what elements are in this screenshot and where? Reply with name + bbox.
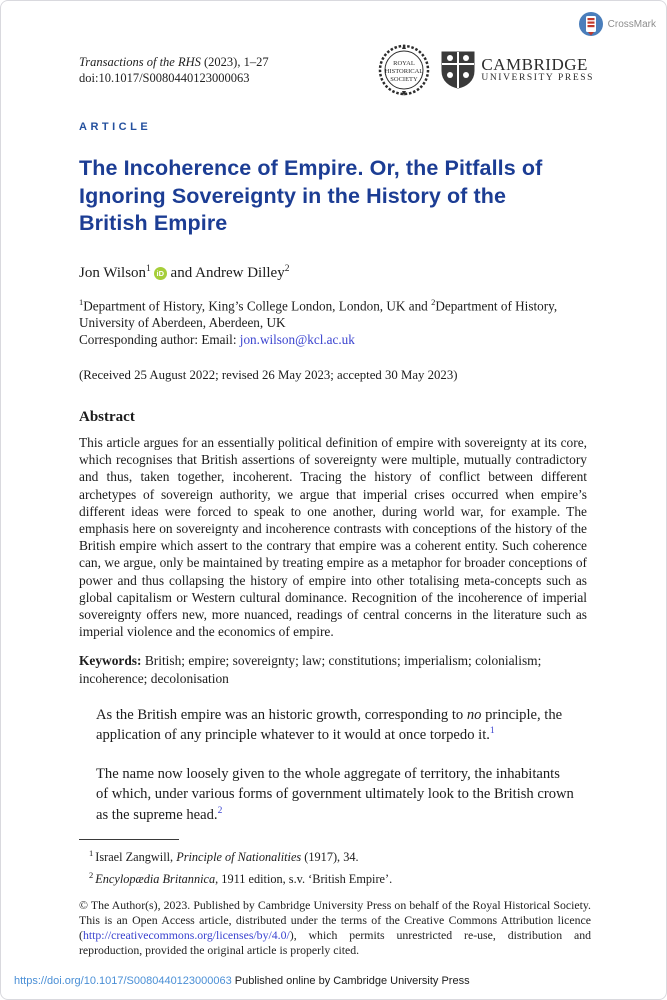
footnote-2-text-end: , 1911 edition, s.v. ‘British Empire’. — [215, 872, 393, 887]
quote-2-text: The name now loosely given to the whole aggregate of territory, the inhabitants of which, under various forms of government ultimately look to the British crown as the supreme head. — [96, 765, 574, 823]
footnote-marker-1[interactable]: 1 — [489, 726, 495, 737]
svg-text:SOCIETY: SOCIETY — [390, 76, 419, 83]
crossmark-label: CrossMark — [607, 18, 656, 30]
author-2: and Andrew Dilley — [166, 264, 285, 281]
copyright-text: © The Author(s), 2023. Published by Cambridge University Press on behalf of the Royal Historical Society. This is an Open Access article, distributed under the terms of the Creative Commons Attribution licence ( — [79, 898, 591, 943]
corresponding-author-line — [79, 331, 584, 348]
authors-line — [79, 264, 588, 282]
keywords-label: Keywords: — [79, 653, 142, 669]
journal-info — [79, 51, 269, 86]
footnote-marker-2[interactable]: 2 — [217, 805, 223, 816]
publisher-logos — [377, 43, 594, 97]
footnote-1-work-title: Principle of Nationalities — [176, 850, 302, 865]
page-title: The Incoherence of Empire. Or, the Pitfalls of Ignoring Sovereignty in the History of the British Empire — [79, 156, 543, 235]
quote-1-emphasis: no — [466, 706, 482, 723]
copyright-text-end: ), which permits unrestricted re-use, distribution and reproduction, provided the original article is properly cited. — [79, 928, 591, 957]
affiliation-1: Department of History, King’s College London, London, UK and — [83, 297, 432, 313]
footnote-1-marker: 1 — [89, 848, 94, 859]
cup-name: CAMBRIDGE — [481, 55, 588, 74]
royal-historical-society-seal-icon — [377, 43, 431, 97]
affiliations — [79, 294, 584, 348]
author-2-affiliation-marker: 2 — [284, 263, 290, 274]
footnote-1-text: Israel Zangwill, — [95, 850, 177, 865]
author-1-affiliation-marker: 1 — [146, 263, 151, 274]
svg-text:HISTORICAL: HISTORICAL — [385, 68, 424, 75]
footnotes — [79, 844, 588, 888]
footnote-2-marker: 2 — [89, 870, 94, 881]
journal-name: Transactions of the RHS — [79, 55, 201, 69]
received-dates: (Received 25 August 2022; revised 26 May 2023; accepted 30 May 2023) — [79, 367, 458, 382]
cup-subtitle: UNIVERSITY PRESS — [481, 73, 594, 83]
author-1: Jon Wilson — [79, 264, 147, 281]
doi-line: doi:10.1017/S0080440123000063 — [79, 70, 250, 85]
keywords-list: British; empire; sovereignty; law; constitutions; imperialism; colonialism; incoherence; decolonisation — [79, 653, 542, 686]
svg-text:ROYAL: ROYAL — [393, 60, 416, 67]
footnote-1-text-end: (1917), 34. — [301, 850, 359, 865]
corresponding-author-label: Corresponding author: Email: — [79, 331, 240, 347]
footnote-1 — [79, 844, 588, 866]
cambridge-shield-icon — [441, 51, 475, 89]
abstract-heading: Abstract — [79, 408, 135, 425]
affiliation-2-marker: 2 — [431, 296, 436, 307]
crossmark-badge[interactable] — [578, 11, 656, 37]
affiliation-2: Department of History, University of Aberdeen, Aberdeen, UK — [79, 297, 558, 330]
footnote-2 — [79, 866, 588, 888]
article-type-label: ARTICLE — [79, 121, 152, 133]
footnote-divider — [79, 839, 179, 840]
page-footer — [14, 975, 470, 987]
crossmark-icon — [578, 11, 604, 37]
affiliation-1-marker: 1 — [79, 296, 84, 307]
abstract-body: This article argues for an essentially political definition of empire with sovereignty at its core, which recognises that British assertions of sovereignty were multiple, mutually contradictory and thus, taken together, incoherent. Tracing the history of conflict between different archetypes of sovereign authority, we argue that imperial crises occurred when empire’s different ideas were forced to speak to one another, during world war, for example. The emphasis here on sovereignty and incoherence contrasts with conceptions of the history of the British empire which assert to the contrary that empire was a coherent entity. Such coherence can, we argue, only be maintained by treating empire as a metaphor for broader conceptions of power and thus collapsing the history of empire into other totalising meta-concepts such as global capitalism or Western cultural dominance. Recognition of the incoherence of imperial sovereignty offers new, more nuanced, readings of central concerns in the literature such as imperial violence and the economics of empire. — [79, 434, 587, 640]
keywords-line — [79, 652, 587, 686]
cambridge-university-press-logo — [441, 51, 594, 89]
quote-1-text-end: principle, the application of any principle whatever to it would at once torpedo it. — [96, 706, 563, 744]
orcid-icon[interactable]: iD — [154, 267, 167, 280]
footer-published-text: Published online by Cambridge University Press — [231, 975, 470, 987]
footnote-2-work-title: Encylopædia Britannica — [95, 872, 216, 887]
copyright-notice — [79, 898, 591, 957]
corresponding-email-link[interactable]: jon.wilson@kcl.ac.uk — [239, 331, 355, 347]
footer-doi-link[interactable]: https://doi.org/10.1017/S0080440123000063 — [14, 975, 232, 987]
cc-licence-link[interactable]: http://creativecommons.org/licenses/by/4.0/ — [82, 928, 290, 943]
epigraph-quote-1 — [96, 705, 574, 746]
epigraph-quote-2 — [96, 764, 574, 826]
page-header — [79, 51, 594, 97]
journal-issue-pages: (2023), 1–27 — [200, 55, 269, 69]
quote-1-text: As the British empire was an historic growth, corresponding to — [96, 706, 467, 723]
